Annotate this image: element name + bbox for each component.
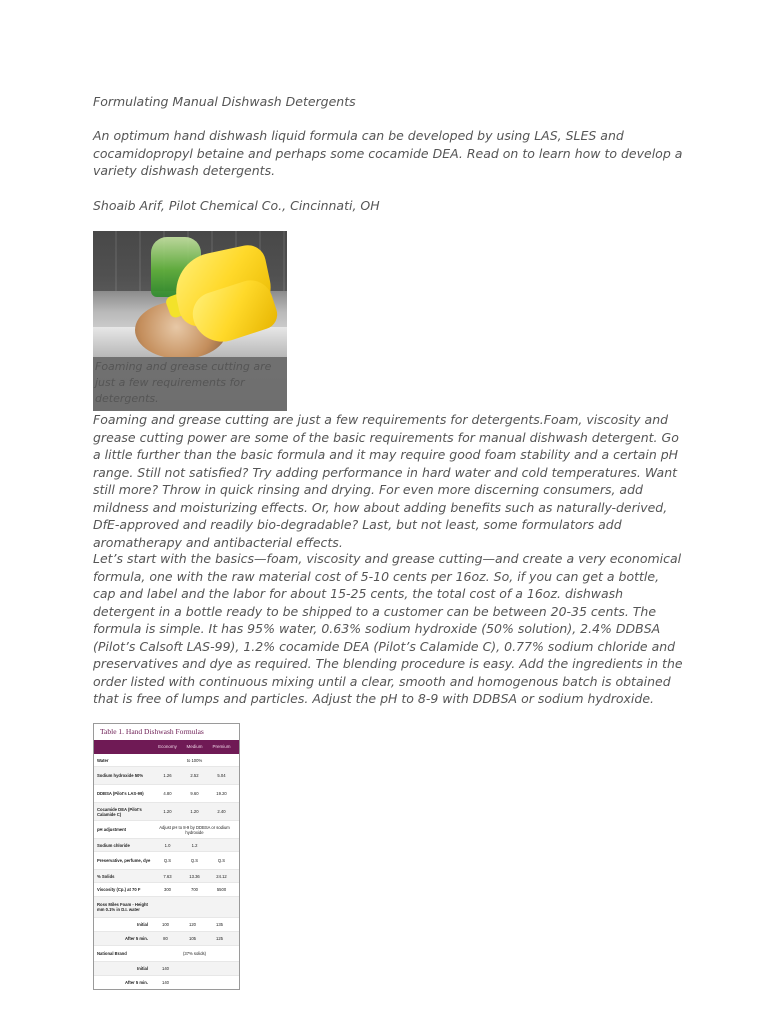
table-row [94,897,239,918]
table-row [94,803,239,821]
table-row-label: % Solids [97,873,115,879]
table-row [94,852,239,870]
table-row-label: Sodium hydroxide 50% [97,773,144,778]
table-cell: 13.36 [189,873,200,879]
table-row-label: After 5 min. [124,980,148,985]
table-cell: 1.0 [164,842,171,848]
table-cell: 4.80 [163,791,172,796]
table-cell: 120 [189,922,196,927]
table-cell: 1.20 [163,809,172,814]
photo-caption: Foaming and grease cutting are just a few requirements for detergents. [95,360,272,405]
table-cell: 5.04 [217,773,226,778]
table-cell: 2.52 [190,773,199,778]
table-header-economy: Economy [158,744,177,749]
table-row [94,754,239,767]
table-row-span-value: (37% solids) [182,951,207,956]
table-row [94,918,239,932]
table-row-label: Cocamide DEA (Pilot's Calamide C) [97,806,142,817]
table-cell: 100 [162,922,169,927]
table-row [94,946,239,962]
table-row-label: National Brand [97,951,127,956]
table-cell: 300 [164,887,171,892]
article-paragraph-2: Let’s start with the basics—foam, viscosity and grease cutting—and create a very economical formula, one with the raw material cost of 5-10 cents per 16oz. So, if you can get a bottle, cap and label and the labor for about 15-25 cents, the total cost of a 16oz. dishwash detergent in a bottle ready to be shipped to a customer can be between 20-35 cents. The formula is simple. It has 95% water, 0.63% sodium hydroxide (50% solution), 2.4% DDBSA (Pilot’s Calsoft LAS-99), 1.2% cocamide DEA (Pilot’s Calamide C), 0.77% sodium chloride and preservatives and dye as required. The blending procedure is easy. Add the ingredients in the order listed with continuous mixing until a clear, smooth and homogenous batch is obtained that is free of lumps and particles. Adjust the pH to 8-9 with DDBSA or sodium hydroxide. [93,551,683,706]
table-cell: 1.2 [191,842,198,848]
table-row [94,932,239,946]
table-row [94,870,239,883]
table-row-span-value: Adjust pH to 8-9 by DDBSA or sodium hydroxide [159,824,230,835]
table-cell: 7.63 [163,873,172,879]
table-cell: 1.26 [163,773,172,778]
article-byline: Shoaib Arif, Pilot Chemical Co., Cincinnati, OH [93,198,380,213]
table-cell: 2.40 [217,809,226,814]
table-cell: 9.60 [190,791,199,796]
table-row [94,767,239,785]
table-cell: 140 [162,980,169,985]
table-row-label: DDBSA (Pilot's LAS-99) [97,791,144,796]
table-row-label: Sodium chloride [97,842,130,848]
table-row-label: Initial [137,966,148,971]
table-cell: 24.12 [216,873,227,879]
table-cell: Q.S [190,858,199,863]
table-cell: 80 [163,936,168,941]
table-row-label: Water [97,757,109,763]
table-cell: 105 [189,936,196,941]
table-title: Table 1. Hand Dishwash Formulas [100,727,204,736]
table-header-premium: Premium [212,744,231,749]
table-row [94,976,239,990]
table-row-label: Viscosity (Cp.) at 70 F [97,887,141,892]
table-row [94,839,239,852]
table-row-span-value: to 100% [186,757,203,763]
table-cell: 135 [216,922,223,927]
table-row-label: Ross Miles Foam - Height mm 0.1% in D.I. water [97,902,148,912]
table-cell: 140 [162,966,169,971]
table-row [94,821,239,839]
table-row-label: Preservative, perfume, dye [97,858,151,863]
table-cell: 125 [216,936,223,941]
table-body [94,754,239,990]
table-row-label: After 5 min. [124,936,148,941]
table-row [94,785,239,803]
article-title: Formulating Manual Dishwash Detergents [93,94,356,109]
table-cell: 5500 [216,887,227,892]
table-row [94,883,239,897]
table-header-blank [94,740,154,754]
table-row-label: pH adjustment [97,827,127,832]
table-cell: 1.20 [190,809,199,814]
table-header-medium: Medium [186,744,203,749]
table-cell: Q.S [217,858,226,863]
table-cell: 19.20 [216,791,227,796]
article-paragraph-1: Foaming and grease cutting are just a few requirements for detergents.Foam, viscosity and grease cutting power are some of the basic requirements for manual dishwash detergent. Go a little further than the basic formula and it may require good foam stability and a certain pH range. Still not satisfied? Try adding performance in hard water and cold temperatures. Want still more? Throw in quick rinsing and drying. For even more discerning consumers, add mildness and moisturizing effects. Or, how about adding benefits such as naturally-derived, DfE-approved and readily bio-degradable? Last, but not least, some formulators add aromatherapy and antibacterial effects. [93,412,679,550]
table-row [94,962,239,976]
table-cell: 700 [191,887,198,892]
formula-table-figure [93,723,240,990]
table-header-row [94,740,239,754]
table-row-label: Initial [137,922,148,927]
dishwashing-photo [93,231,287,411]
table-cell: Q.S [163,858,172,863]
article-lead: An optimum hand dishwash liquid formula can be developed by using LAS, SLES and cocamidopropyl betaine and perhaps some cocamide DEA. Read on to learn how to develop a variety dishwash detergents. [93,128,683,178]
